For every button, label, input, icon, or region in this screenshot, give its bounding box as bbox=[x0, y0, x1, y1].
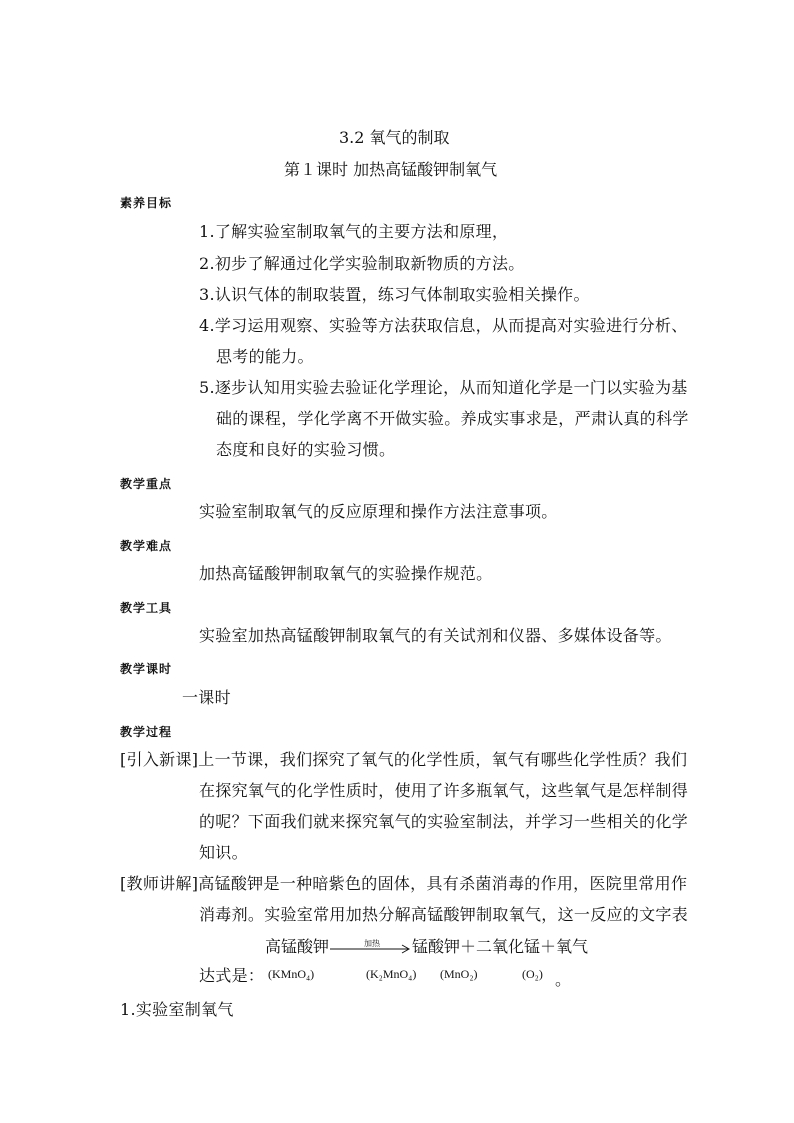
key-points-text: 实验室制取氧气的反应原理和操作方法注意事项。 bbox=[199, 502, 558, 521]
goal-item: 5.逐步认知用实验去验证化学理论，从而知道化学是一门以实验为基 bbox=[199, 378, 688, 397]
section-label-process: 教学过程 bbox=[120, 725, 173, 739]
document-subtitle: 第１课时 加热高锰酸钾制氧气 bbox=[284, 160, 498, 179]
document-title: 3.2 氧气的制取 bbox=[339, 128, 450, 147]
equation-end: 。 bbox=[555, 970, 572, 989]
teacher-line: 消毒剂。实验室常用加热分解高锰酸钾制取氧气，这一反应的文字表 bbox=[199, 905, 689, 924]
hours-text: 一课时 bbox=[182, 688, 231, 707]
formula-k2mno4: (K₂MnO₄) bbox=[366, 967, 417, 981]
reaction-condition: 加热 bbox=[364, 939, 380, 948]
teacher-line: [教师讲解]高锰酸钾是一种暗紫色的固体，具有杀菌消毒的作用，医院里常用作 bbox=[120, 874, 688, 893]
section-label-difficulties: 教学难点 bbox=[120, 539, 173, 553]
intro-line: 在探究氧气的化学性质时，使用了许多瓶氧气，这些氧气是怎样制得 bbox=[199, 781, 689, 800]
intro-line: 知识。 bbox=[199, 843, 248, 862]
goal-item: 4.学习运用观察、实验等方法获取信息，从而提高对实验进行分析、 bbox=[199, 316, 688, 335]
section-label-hours: 教学课时 bbox=[120, 662, 173, 676]
tools-text: 实验室加热高锰酸钾制取氧气的有关试剂和仪器、多媒体设备等。 bbox=[199, 626, 672, 645]
formula-o2: (O₂) bbox=[522, 967, 543, 981]
formula-mno2: (MnO₂) bbox=[440, 967, 478, 981]
difficulties-text: 加热高锰酸钾制取氧气的实验操作规范。 bbox=[199, 564, 493, 583]
equation-reactant: 高锰酸钾 bbox=[265, 937, 330, 956]
goal-item-continued: 态度和良好的实验习惯。 bbox=[216, 440, 396, 459]
goal-item: 3.认识气体的制取装置，练习气体制取实验相关操作。 bbox=[199, 285, 590, 304]
goal-item: 2.初步了解通过化学实验制取新物质的方法。 bbox=[199, 254, 525, 273]
section-label-goals: 素养目标 bbox=[120, 196, 173, 210]
equation-products: 锰酸钾＋二氧化锰＋氧气 bbox=[412, 937, 589, 956]
subheading-lab-oxygen: 1.实验室制氧气 bbox=[120, 1000, 234, 1019]
section-label-tools: 教学工具 bbox=[120, 601, 173, 615]
equation-prefix: 达式是： bbox=[199, 966, 265, 985]
formula-kmno4: (KMnO₄) bbox=[268, 967, 315, 981]
goal-item-continued: 础的课程，学化学离不开做实验。养成实事求是，严肃认真的科学 bbox=[216, 409, 689, 428]
goal-item-continued: 思考的能力。 bbox=[216, 347, 314, 366]
section-label-key-points: 教学重点 bbox=[120, 477, 173, 491]
intro-line: 的呢？下面我们就来探究氧气的实验室制法，并学习一些相关的化学 bbox=[199, 812, 689, 831]
intro-line: [引入新课]上一节课，我们探究了氧气的化学性质，氧气有哪些化学性质？我们 bbox=[120, 750, 688, 769]
goal-item: 1.了解实验室制取氧气的主要方法和原理， bbox=[199, 222, 509, 241]
reaction-arrow-icon bbox=[330, 940, 412, 956]
